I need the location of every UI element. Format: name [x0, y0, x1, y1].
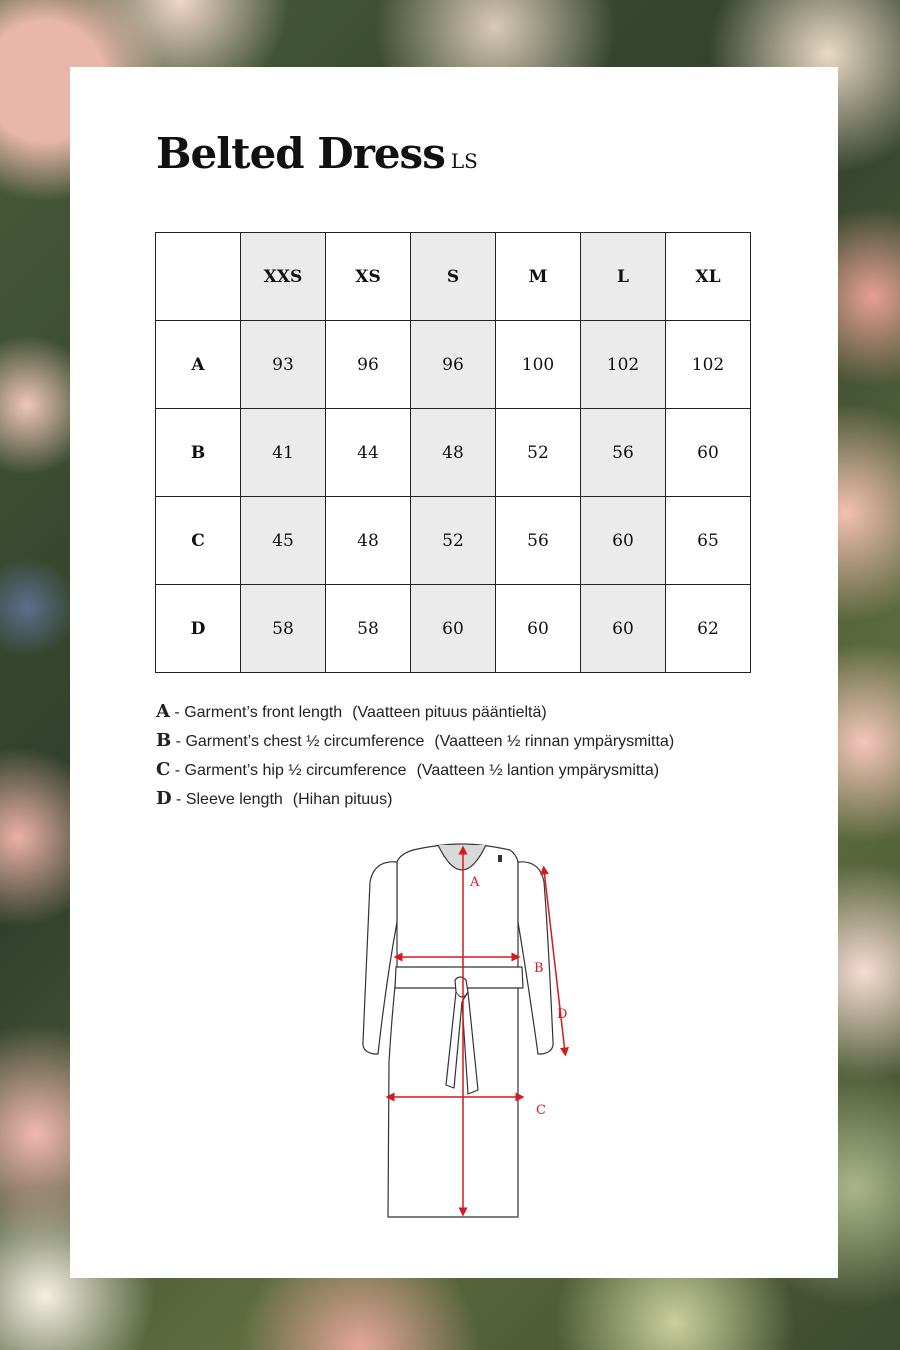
table-row — [156, 585, 751, 673]
table-row — [156, 497, 751, 585]
size-table — [155, 232, 751, 673]
legend-translation: (Hihan pituus) — [292, 791, 393, 808]
title-suffix: LS — [450, 149, 478, 173]
header-cell: XS — [326, 233, 411, 321]
table-row — [156, 321, 751, 409]
diagram-label-a: A — [470, 875, 480, 890]
table-cell: 52 — [411, 497, 496, 585]
row-label: B — [156, 409, 241, 497]
legend-key: B — [156, 730, 172, 751]
header-cell: XL — [666, 233, 751, 321]
legend-item — [156, 726, 674, 755]
legend-text: - Garment’s hip ½ circumference — [170, 762, 407, 779]
header-cell: L — [581, 233, 666, 321]
table-cell: 60 — [496, 585, 581, 673]
legend-key: D — [156, 788, 172, 809]
title-text: Belted Dress — [156, 129, 445, 178]
legend-translation: (Vaatteen ½ lantion ympärysmitta) — [416, 762, 660, 779]
table-cell: 93 — [241, 321, 326, 409]
table-cell: 62 — [666, 585, 751, 673]
size-chart-card — [70, 67, 838, 1278]
row-label: D — [156, 585, 241, 673]
legend-item — [156, 784, 674, 813]
table-header-row — [156, 233, 751, 321]
table-cell: 41 — [241, 409, 326, 497]
dress-diagram — [350, 842, 570, 1232]
corner-cell — [156, 233, 241, 321]
table-cell: 65 — [666, 497, 751, 585]
legend-item — [156, 697, 674, 726]
row-label: A — [156, 321, 241, 409]
table-cell: 45 — [241, 497, 326, 585]
table-row — [156, 409, 751, 497]
product-title — [156, 129, 478, 178]
table-cell: 60 — [581, 585, 666, 673]
placket-mark — [498, 855, 502, 862]
table-cell: 48 — [411, 409, 496, 497]
diagram-label-c: C — [536, 1103, 546, 1118]
table-cell: 96 — [411, 321, 496, 409]
header-cell: S — [411, 233, 496, 321]
table-cell: 100 — [496, 321, 581, 409]
row-label: C — [156, 497, 241, 585]
table-cell: 96 — [326, 321, 411, 409]
legend-key: A — [156, 701, 170, 722]
legend-item — [156, 755, 674, 784]
table-cell: 60 — [666, 409, 751, 497]
table-cell: 102 — [581, 321, 666, 409]
table-cell: 52 — [496, 409, 581, 497]
diagram-label-b: B — [534, 961, 544, 976]
header-cell: XXS — [241, 233, 326, 321]
legend-key: C — [156, 759, 171, 780]
table-cell: 58 — [326, 585, 411, 673]
table-cell: 44 — [326, 409, 411, 497]
legend-text: - Garment’s chest ½ circumference — [171, 733, 425, 750]
legend-text: - Sleeve length — [171, 791, 283, 808]
measurement-legend — [156, 697, 674, 813]
diagram-label-d: D — [557, 1007, 568, 1022]
table-cell: 56 — [581, 409, 666, 497]
table-cell: 56 — [496, 497, 581, 585]
legend-text: - Garment’s front length — [169, 704, 343, 721]
table-cell: 60 — [411, 585, 496, 673]
table-cell: 58 — [241, 585, 326, 673]
legend-translation: (Vaatteen ½ rinnan ympärysmitta) — [434, 733, 675, 750]
table-cell: 48 — [326, 497, 411, 585]
dress-outline — [363, 844, 553, 1217]
header-cell: M — [496, 233, 581, 321]
table-cell: 102 — [666, 321, 751, 409]
legend-translation: (Vaatteen pituus pääntieltä) — [352, 704, 547, 721]
table-cell: 60 — [581, 497, 666, 585]
